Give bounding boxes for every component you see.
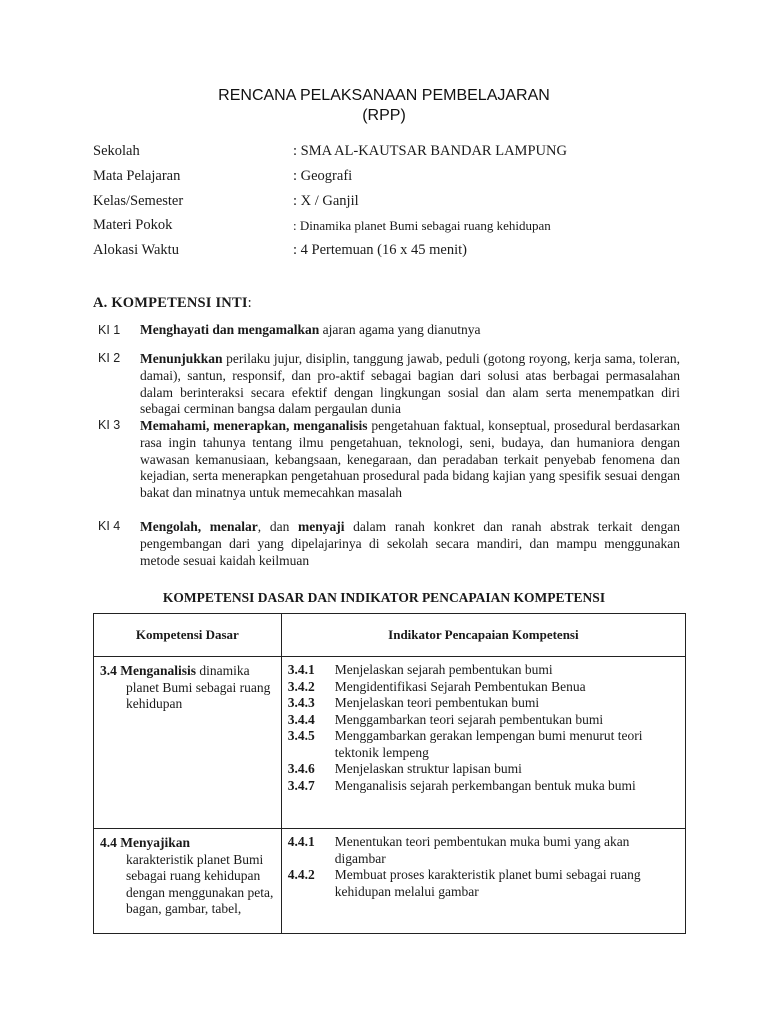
kd-verb: Menyajikan — [120, 835, 191, 850]
indicator-number: 3.4.2 — [287, 678, 315, 694]
ki-bold: menyaji — [298, 519, 345, 534]
ki-text — [140, 418, 680, 502]
indicator-text: Menjelaskan teori pembentukan bumi — [334, 695, 540, 710]
section-heading-colon: : — [247, 295, 252, 311]
indicator-number: 3.4.4 — [287, 711, 315, 727]
kd-cell — [94, 829, 282, 934]
section-heading-text: A. KOMPETENSI INTI — [93, 295, 248, 311]
identity-label: Sekolah — [93, 143, 140, 159]
ki-body: ajaran agama yang dianutnya — [319, 322, 481, 337]
list-item — [288, 712, 679, 729]
table-row — [94, 657, 686, 829]
indicator-number: 3.4.5 — [287, 728, 315, 743]
indicator-text: Menentukan teori pembentukan muka bumi yang akan digambar — [334, 834, 630, 866]
indicator-number: 3.4.6 — [287, 761, 315, 776]
indicator-list — [282, 829, 685, 900]
document-title: RENCANA PELAKSANAAN PEMBELAJARAN — [218, 87, 550, 104]
identity-value: : X / Ganjil — [293, 193, 359, 209]
ki-body: perilaku jujur, disiplin, tanggung jawab, peduli (gotong royong, kerja sama, toleran, damai), santun, responsif, dan pro-aktif sebagai bagian dari solusi atas berbagai permasalahan dalam berinteraksi secara efektif dengan lingkungan sosial dan alam serta menempatkan diri sebagai cerminan bangsa dalam pergaulan dunia — [140, 351, 680, 417]
ki-text — [140, 322, 680, 339]
ki-code: KI 3 — [98, 418, 121, 432]
table-title: KOMPETENSI DASAR DAN INDIKATOR PENCAPAIAN KOMPETENSI — [162, 590, 606, 605]
kd-verb: Menganalisis — [120, 663, 197, 678]
indicator-text: Membuat proses karakteristik planet bumi sebagai ruang kehidupan melalui gambar — [334, 867, 641, 899]
indicator-cell — [281, 657, 685, 829]
ki-bold: Menghayati dan mengamalkan — [140, 322, 320, 337]
indicator-cell — [281, 829, 685, 934]
list-item — [288, 695, 679, 712]
kd-number: 4.4 — [100, 835, 117, 850]
list-item — [288, 834, 679, 867]
indicator-number: 3.4.3 — [287, 695, 315, 710]
ki-body: dalam ranah konkret dan ranah abstrak terkait dengan pengembangan dari yang dipelajarinya di sekolah secara mandiri, dan mampu menggunakan metode sesuai kaidah keilmuan — [140, 519, 681, 568]
section-heading-ki — [93, 295, 252, 312]
identity-value: : Dinamika planet Bumi sebagai ruang kehidupan — [293, 218, 551, 233]
identity-value: : Geografi — [293, 168, 353, 184]
ki-code: KI 4 — [98, 519, 121, 533]
kd-description: planet Bumi sebagai ruang kehidupan — [126, 679, 271, 711]
table-row — [94, 829, 686, 934]
indicator-text: Menganalisis sejarah perkembangan bentuk muka bumi — [334, 777, 636, 793]
list-item — [288, 867, 679, 900]
list-item — [288, 728, 679, 761]
identity-value: : 4 Pertemuan (16 x 45 menit) — [293, 242, 467, 258]
list-item — [288, 761, 679, 778]
table-header-row — [94, 614, 686, 657]
ki-code: KI 1 — [98, 323, 121, 337]
identity-label: Materi Pokok — [93, 217, 173, 233]
indicator-number: 3.4.1 — [287, 662, 315, 677]
identity-label: Alokasi Waktu — [93, 242, 179, 258]
indicator-text: Menggambarkan gerakan lempengan bumi menurut teori tektonik lempeng — [334, 728, 643, 760]
kd-table — [93, 613, 686, 934]
indicator-number: 4.4.1 — [287, 834, 315, 849]
indicator-text: Menggambarkan teori sejarah pembentukan bumi — [334, 711, 604, 727]
kd-content — [94, 657, 281, 713]
kd-number: 3.4 — [100, 663, 117, 678]
list-item — [288, 662, 679, 679]
ki-bold: Memahami, menerapkan, menganalisis — [140, 418, 368, 433]
identity-label: Mata Pelajaran — [93, 168, 181, 184]
header-indikator: Indikator Pencapaian Kompetensi — [281, 614, 685, 657]
ki-bold: Menunjukkan — [140, 351, 223, 366]
identity-value: : SMA AL-KAUTSAR BANDAR LAMPUNG — [293, 143, 567, 159]
indicator-number: 3.4.7 — [287, 777, 315, 793]
identity-label: Kelas/Semester — [93, 193, 184, 209]
header-kompetensi-dasar: Kompetensi Dasar — [94, 614, 282, 657]
document-subtitle: (RPP) — [362, 107, 406, 124]
ki-text — [140, 519, 680, 569]
kd-first: dinamika — [196, 663, 250, 678]
list-item — [288, 778, 679, 795]
indicator-text: Menjelaskan struktur lapisan bumi — [334, 761, 522, 776]
kd-content — [94, 829, 281, 918]
ki-bold: Mengolah, menalar — [140, 519, 258, 534]
indicator-number: 4.4.2 — [287, 867, 315, 882]
ki-text — [140, 351, 680, 418]
indicator-text: Mengidentifikasi Sejarah Pembentukan Benua — [334, 678, 586, 694]
kd-description: karakteristik planet Bumi sebagai ruang kehidupan dengan menggunakan peta, bagan, gambar, tabel, — [126, 851, 274, 916]
ki-body: , dan — [257, 519, 299, 534]
ki-body: pengetahuan faktual, konseptual, prosedural berdasarkan rasa ingin tahunya tentang ilmu pengetahuan, teknologi, seni, budaya, dan humaniora dengan wawasan kemanusiaan, kebangsaan, kenegaraan, dan peradaban terkait penyebab fenomena dan kejadian, serta menerapkan pengetahuan prosedural pada bidang kajian yang spesifik sesuai dengan bakat dan minatnya untuk memecahkan masalah — [140, 418, 680, 501]
ki-code: KI 2 — [98, 351, 121, 365]
indicator-list — [282, 657, 685, 794]
kd-cell — [94, 657, 282, 829]
indicator-text: Menjelaskan sejarah pembentukan bumi — [334, 662, 553, 677]
list-item — [288, 679, 679, 696]
